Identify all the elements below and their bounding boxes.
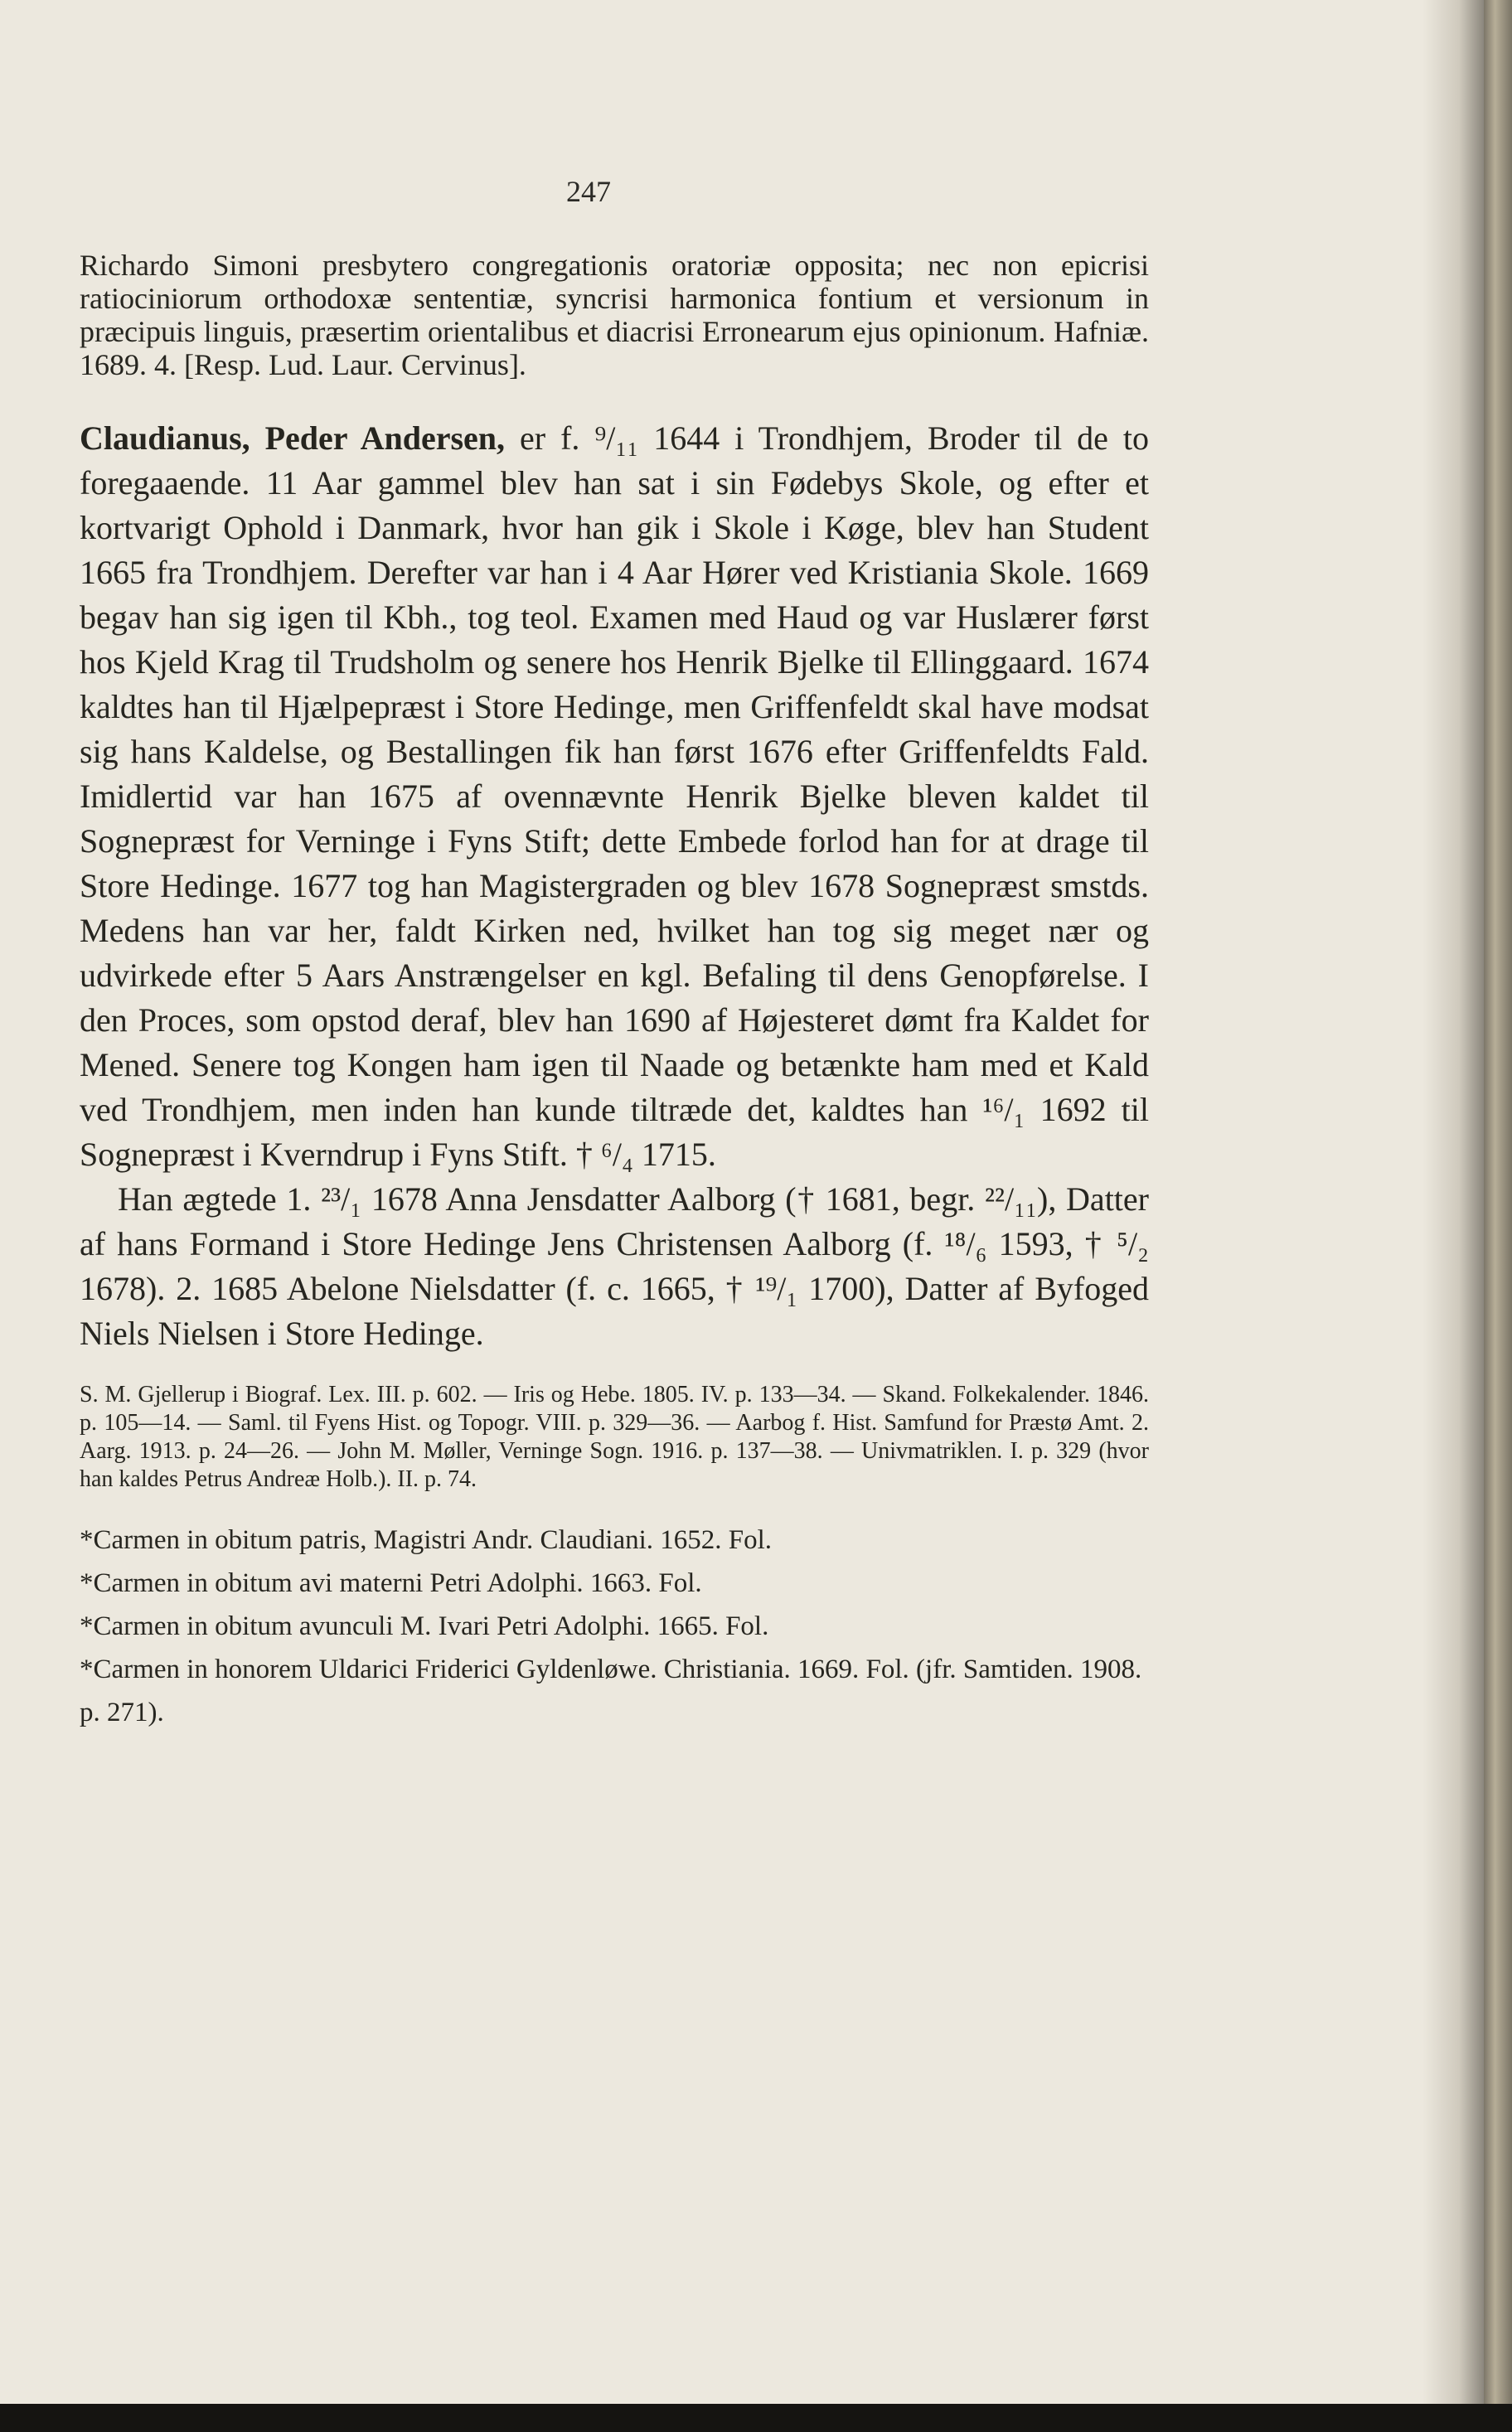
page-gutter-shadow: [1422, 0, 1484, 2404]
work-item: *Carmen in obitum patris, Magistri Andr. Claudiani. 1652. Fol.: [80, 1525, 773, 1555]
entry-biography-text: er f. ⁹/₁₁ 1644 i Trondhjem, Broder til de to foregaaende. 11 Aar gammel blev han sat i sin Fødebys Skole, og efter et kortvarigt Ophold i Danmark, hvor han gik i Skole i Køge, blev han Student 1665 fra Trondhjem. Derefter var han i 4 Aar Hører ved Kristiania Skole. 1669 begav han sig igen til Kbh., tog teol. Examen med Haud og var Huslærer først hos Kjeld Krag til Trudsholm og senere hos Henrik Bjelke til Ellinggaard. 1674 kaldtes han til Hjælpepræst i Store Hedinge, men Griffenfeldt skal have modsat sig hans Kaldelse, og Bestallingen fik han først 1676 efter Griffenfeldts Fald. Imidlertid var han 1675 af ovennævnte Henrik Bjelke bleven kaldet til Sognepræst for Verninge i Fyns Stift; dette Embede forlod han for at drage til Store Hedinge. 1677 tog han Magistergraden og blev 1678 Sognepræst smstds. Medens han var her, faldt Kirken ned, hvilket han tog sig meget nær og udvirkede efter 5 Aars Anstrængelser en kgl. Befaling til dens Genopførelse. I den Proces, som opstod deraf, blev han 1690 af Højesteret dømt fra Kaldet for Mened. Senere tog Kongen ham igen til Naade og betænkte ham med et Kald ved Trondhjem, men inden han kunde tiltræde det, kaldtes han ¹⁶/₁ 1692 til Sognepræst i Kverndrup i Fyns Stift. † ⁶/₄ 1715.: [80, 419, 1150, 1173]
work-item: *Carmen in obitum avi materni Petri Adolphi. 1663. Fol.: [80, 1568, 702, 1598]
entry-marriage: Han ægtede 1. ²³/₁ 1678 Anna Jensdatter Aalborg († 1681, begr. ²²/₁₁), Datter af hans Formand i Store Hedinge Jens Christensen Aalborg (f. ¹⁸/₆ 1593, † ⁵/₂ 1678). 2. 1685 Abelone Nielsdatter (f. c. 1665, † ¹⁹/₁ 1700), Datter af Byfoged Niels Nielsen i Store Hedinge.: [80, 1180, 1149, 1352]
entry-headword: Claudianus, Peder Andersen,: [80, 419, 506, 457]
previous-entry-tail: Richardo Simoni presbytero congregationis oratoriæ opposita; nec non epicrisi ratiociniorum orthodoxæ sententiæ, syncrisi harmonica fontium et versionum in præcipuis linguis, præsertim orientalibus et diacrisi Erronearum ejus opinionum. Hafniæ. 1689. 4. [Resp. Lud. Laur. Cervinus].: [80, 249, 1149, 381]
page-edge: [1484, 0, 1512, 2432]
entry-biography: [80, 416, 1149, 1177]
page-number: 247: [566, 175, 611, 208]
scan-bottom-border: [0, 2404, 1512, 2432]
works-list: [80, 1519, 1149, 1734]
page-text: [80, 249, 1149, 1734]
work-item: *Carmen in honorem Uldarici Friderici Gyldenløwe. Christiania. 1669. Fol. (jfr. Samtiden. 1908. p. 271).: [80, 1654, 1142, 1727]
work-item: *Carmen in obitum avunculi M. Ivari Petri Adolphi. 1665. Fol.: [80, 1611, 769, 1641]
entry-references: S. M. Gjellerup i Biograf. Lex. III. p. 602. — Iris og Hebe. 1805. IV. p. 133—34. — Skand. Folkekalender. 1846. p. 105—14. — Saml. til Fyens Hist. og Topogr. VIII. p. 329—36. — Aarbog f. Hist. Samfund for Præstø Amt. 2. Aarg. 1913. p. 24—26. — John M. Møller, Verninge Sogn. 1916. p. 137—38. — Univmatriklen. I. p. 329 (hvor han kaldes Petrus Andreæ Holb.). II. p. 74.: [80, 1382, 1149, 1492]
